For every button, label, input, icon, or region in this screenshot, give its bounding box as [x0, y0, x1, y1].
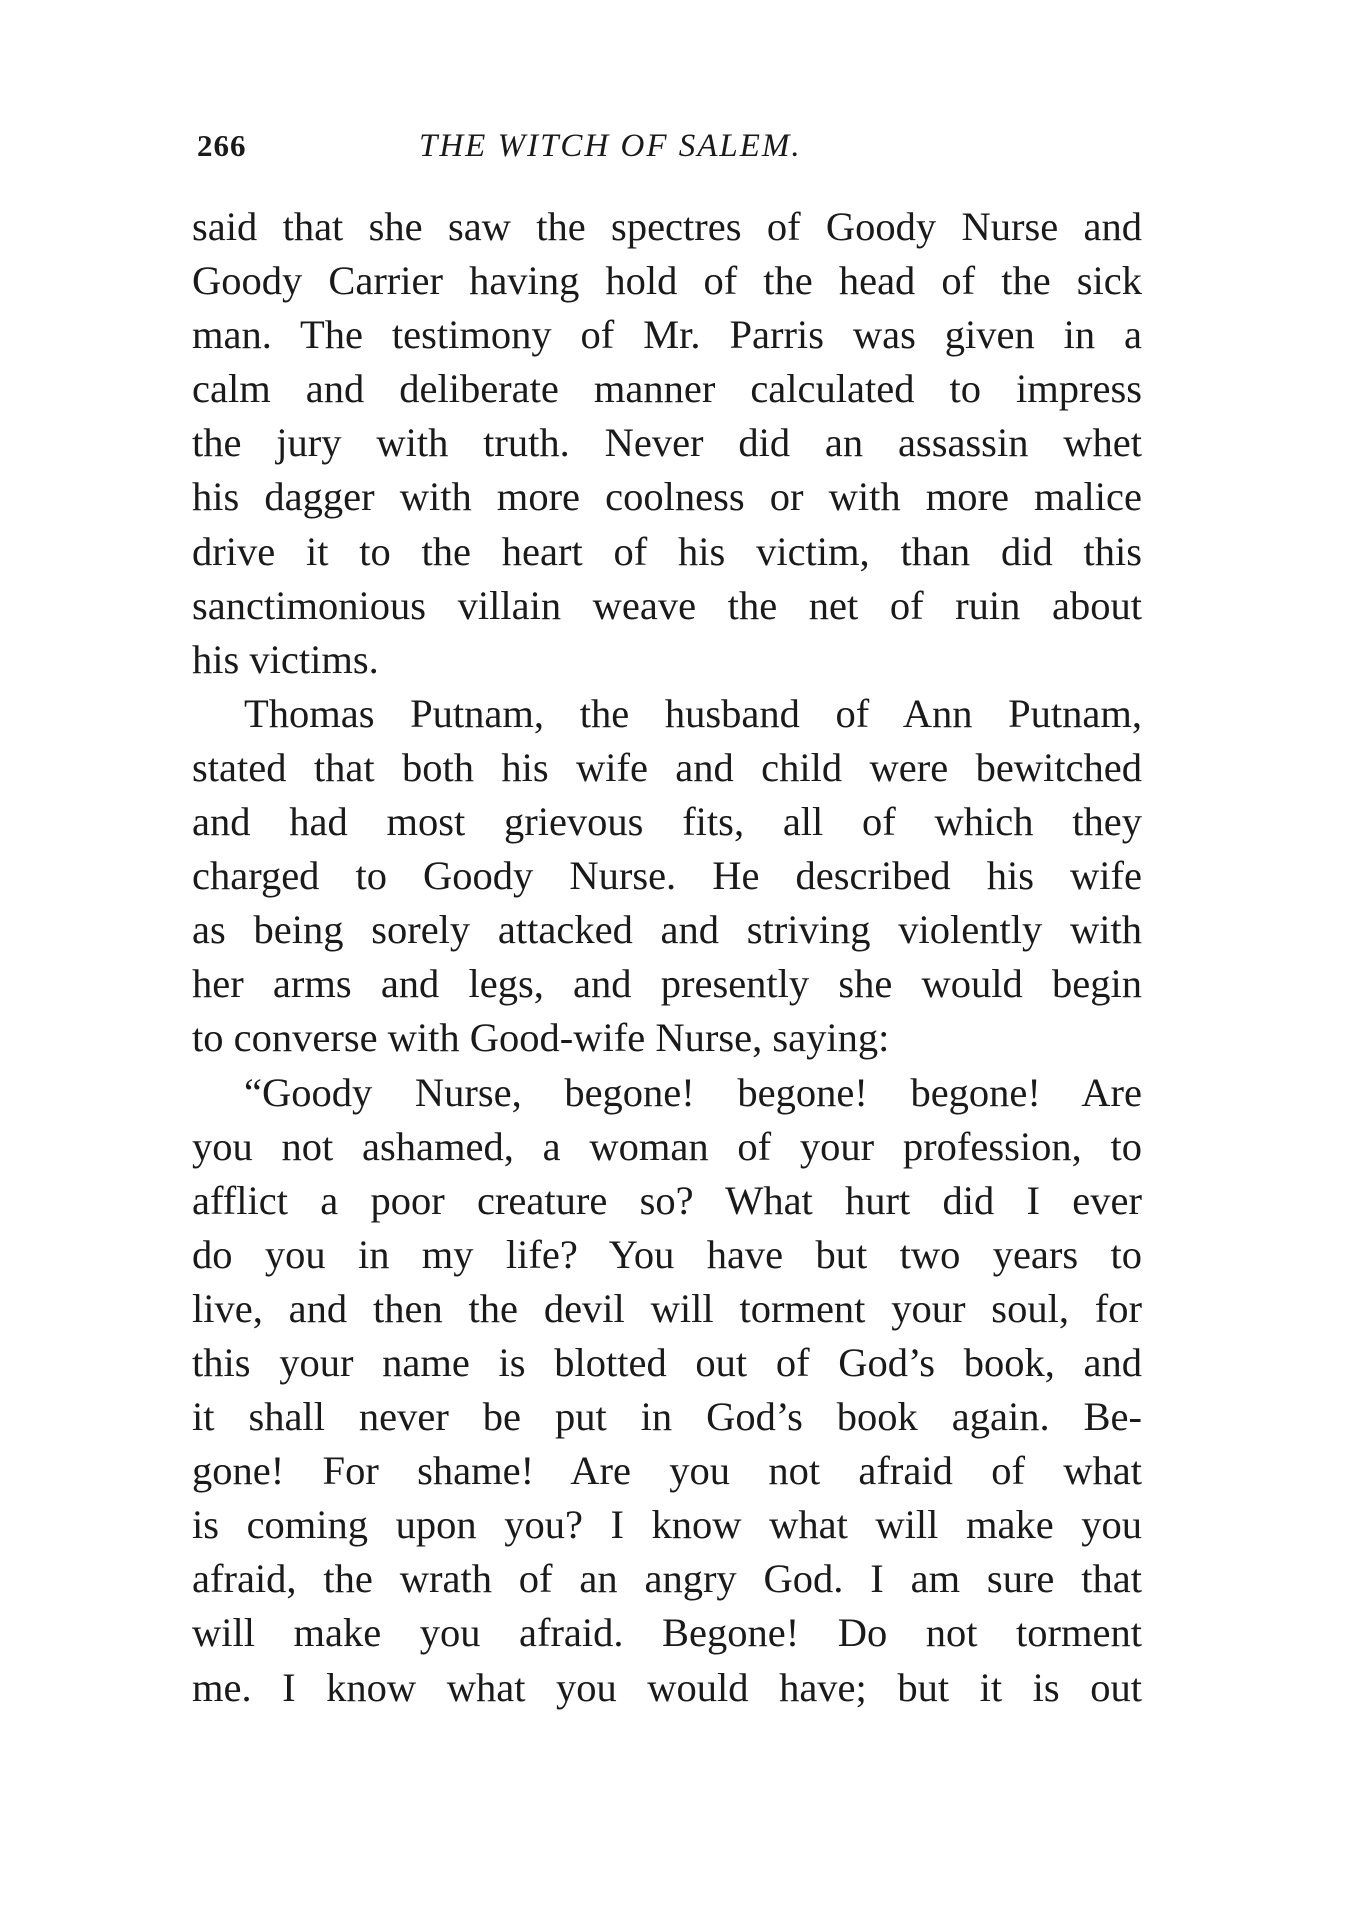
running-header — [197, 128, 1147, 172]
body-text — [192, 200, 1142, 1715]
text-line: sanctimonious villain weave the net of ruin about — [192, 582, 1142, 628]
text-line: “Goody Nurse, begone! begone! begone! Are — [244, 1069, 1142, 1115]
text-line: said that she saw the spectres of Goody Nurse and — [192, 204, 1142, 249]
running-title: THE WITCH OF SALEM. — [419, 128, 802, 164]
text-line: man. The testimony of Mr. Parris was given in a — [192, 312, 1142, 358]
text-line: me. I know what you would have; but it is out — [192, 1664, 1142, 1710]
text-line: calm and deliberate manner calculated to impress — [192, 366, 1142, 412]
text-line: Goody Carrier having hold of the head of the sick — [192, 258, 1142, 304]
text-line: this your name is blotted out of God’s book, and — [192, 1339, 1142, 1385]
text-line: as being sorely attacked and striving violently with — [192, 907, 1142, 953]
text-line: and had most grievous fits, all of which they — [192, 799, 1142, 845]
text-line: Thomas Putnam, the husband of Ann Putnam, — [244, 690, 1142, 736]
text-line: his dagger with more coolness or with more malice — [192, 474, 1142, 520]
text-line: it shall never be put in God’s book again. Be- — [192, 1394, 1142, 1440]
text-line: you not ashamed, a woman of your profession, to — [192, 1123, 1142, 1169]
text-line: afflict a poor creature so? What hurt did I ever — [192, 1177, 1142, 1223]
text-line: gone! For shame! Are you not afraid of what — [192, 1448, 1142, 1494]
text-line: will make you afraid. Begone! Do not torment — [192, 1610, 1142, 1656]
text-line: her arms and legs, and presently she would begin — [192, 961, 1142, 1007]
text-line: is coming upon you? I know what will make you — [192, 1502, 1142, 1548]
text-line: drive it to the heart of his victim, than did this — [192, 528, 1142, 574]
page-number: 266 — [197, 128, 247, 163]
text-line: stated that both his wife and child were bewitched — [192, 744, 1142, 790]
text-line: charged to Goody Nurse. He described his wife — [192, 853, 1142, 899]
text-line: his victims. — [192, 636, 379, 682]
text-line: do you in my life? You have but two years to — [192, 1231, 1142, 1277]
text-line: live, and then the devil will torment your soul, for — [192, 1285, 1142, 1331]
text-line: afraid, the wrath of an angry God. I am sure that — [192, 1556, 1142, 1602]
text-line: to converse with Good-wife Nurse, saying: — [192, 1015, 890, 1061]
text-line: the jury with truth. Never did an assassin whet — [192, 420, 1142, 466]
